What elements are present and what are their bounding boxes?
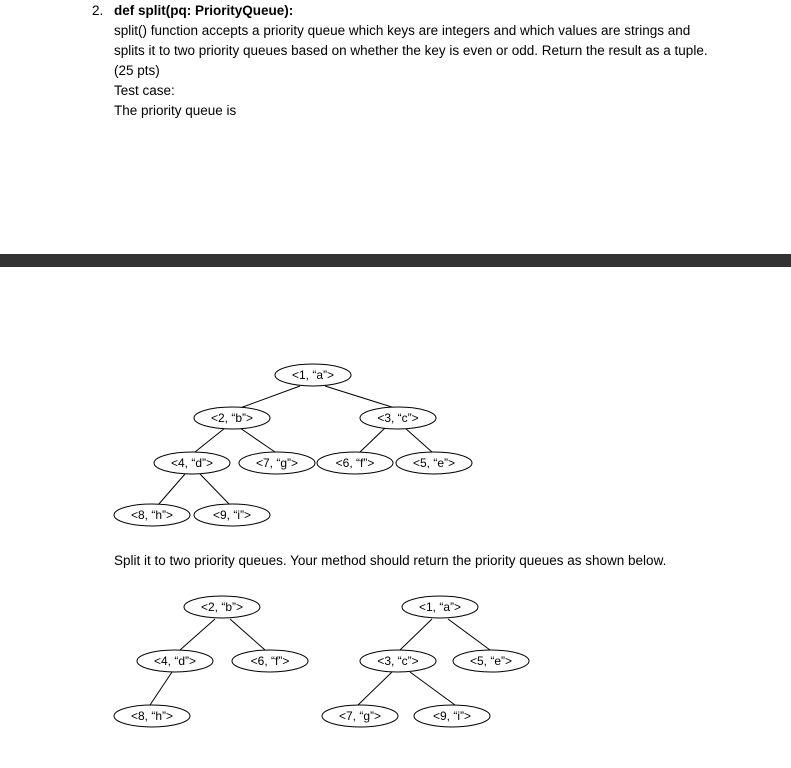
even-node-4-label: <4, “d”> xyxy=(153,654,197,668)
orig-node-4-label: <4, “d”> xyxy=(170,456,214,470)
orig-node-2-label: <2, “b”> xyxy=(210,411,254,425)
edge-odd-1-3 xyxy=(400,619,432,650)
split-instruction: Split it to two priority queues. Your method should return the priority queues as shown below. xyxy=(114,553,667,568)
edge-odd-1-5 xyxy=(448,619,490,650)
question-number: 2. xyxy=(92,3,104,18)
odd-node-9-label: <9, “i”> xyxy=(432,709,472,723)
orig-node-1-label: <1, “a”> xyxy=(291,368,335,382)
edge-3-5 xyxy=(405,428,432,452)
orig-node-6-label: <6, “f”> xyxy=(335,456,375,470)
orig-node-3-label: <3, “c”> xyxy=(377,411,419,425)
odd-node-5-label: <5, “e”> xyxy=(469,654,513,668)
edge-4-8 xyxy=(158,474,185,505)
even-node-2-label: <2, “b”> xyxy=(200,600,244,614)
edge-4-9 xyxy=(200,474,230,505)
description-line-2: splits it to two priority queues based on whether the key is even or odd. Return the result as a tuple. xyxy=(114,43,708,58)
orig-node-5-label: <5, “e”> xyxy=(412,456,456,470)
test-case-label: Test case: xyxy=(114,83,175,98)
edge-2-7 xyxy=(240,428,275,452)
even-node-6-label: <6, “f”> xyxy=(250,654,290,668)
edge-1-2 xyxy=(240,386,300,408)
odd-node-3-label: <3, “c”> xyxy=(377,654,419,668)
function-signature: def split(pq: PriorityQueue): xyxy=(114,3,294,18)
even-node-8-label: <8, “h”> xyxy=(130,709,174,723)
priority-queue-intro: The priority queue is xyxy=(114,103,237,118)
edge-even-2-6 xyxy=(230,619,265,650)
edge-3-6 xyxy=(360,428,385,452)
original-heap-edges xyxy=(158,386,432,505)
edge-odd-3-9 xyxy=(410,672,455,705)
orig-node-8-label: <8, “h”> xyxy=(130,508,174,522)
description-line-1: split() function accepts a priority queue which keys are integers and which values are strings and xyxy=(114,23,691,38)
edge-odd-3-7 xyxy=(358,672,392,705)
odd-node-7-label: <7, “g”> xyxy=(338,709,382,723)
points-label: (25 pts) xyxy=(114,63,160,78)
edge-1-3 xyxy=(325,386,395,408)
orig-node-9-label: <9, “i”> xyxy=(212,508,252,522)
orig-node-7-label: <7, “g”> xyxy=(255,456,299,470)
edge-2-4 xyxy=(195,428,225,452)
odd-node-1-label: <1, “a”> xyxy=(418,600,462,614)
edge-even-2-4 xyxy=(180,619,215,650)
edge-even-4-8 xyxy=(150,672,172,705)
